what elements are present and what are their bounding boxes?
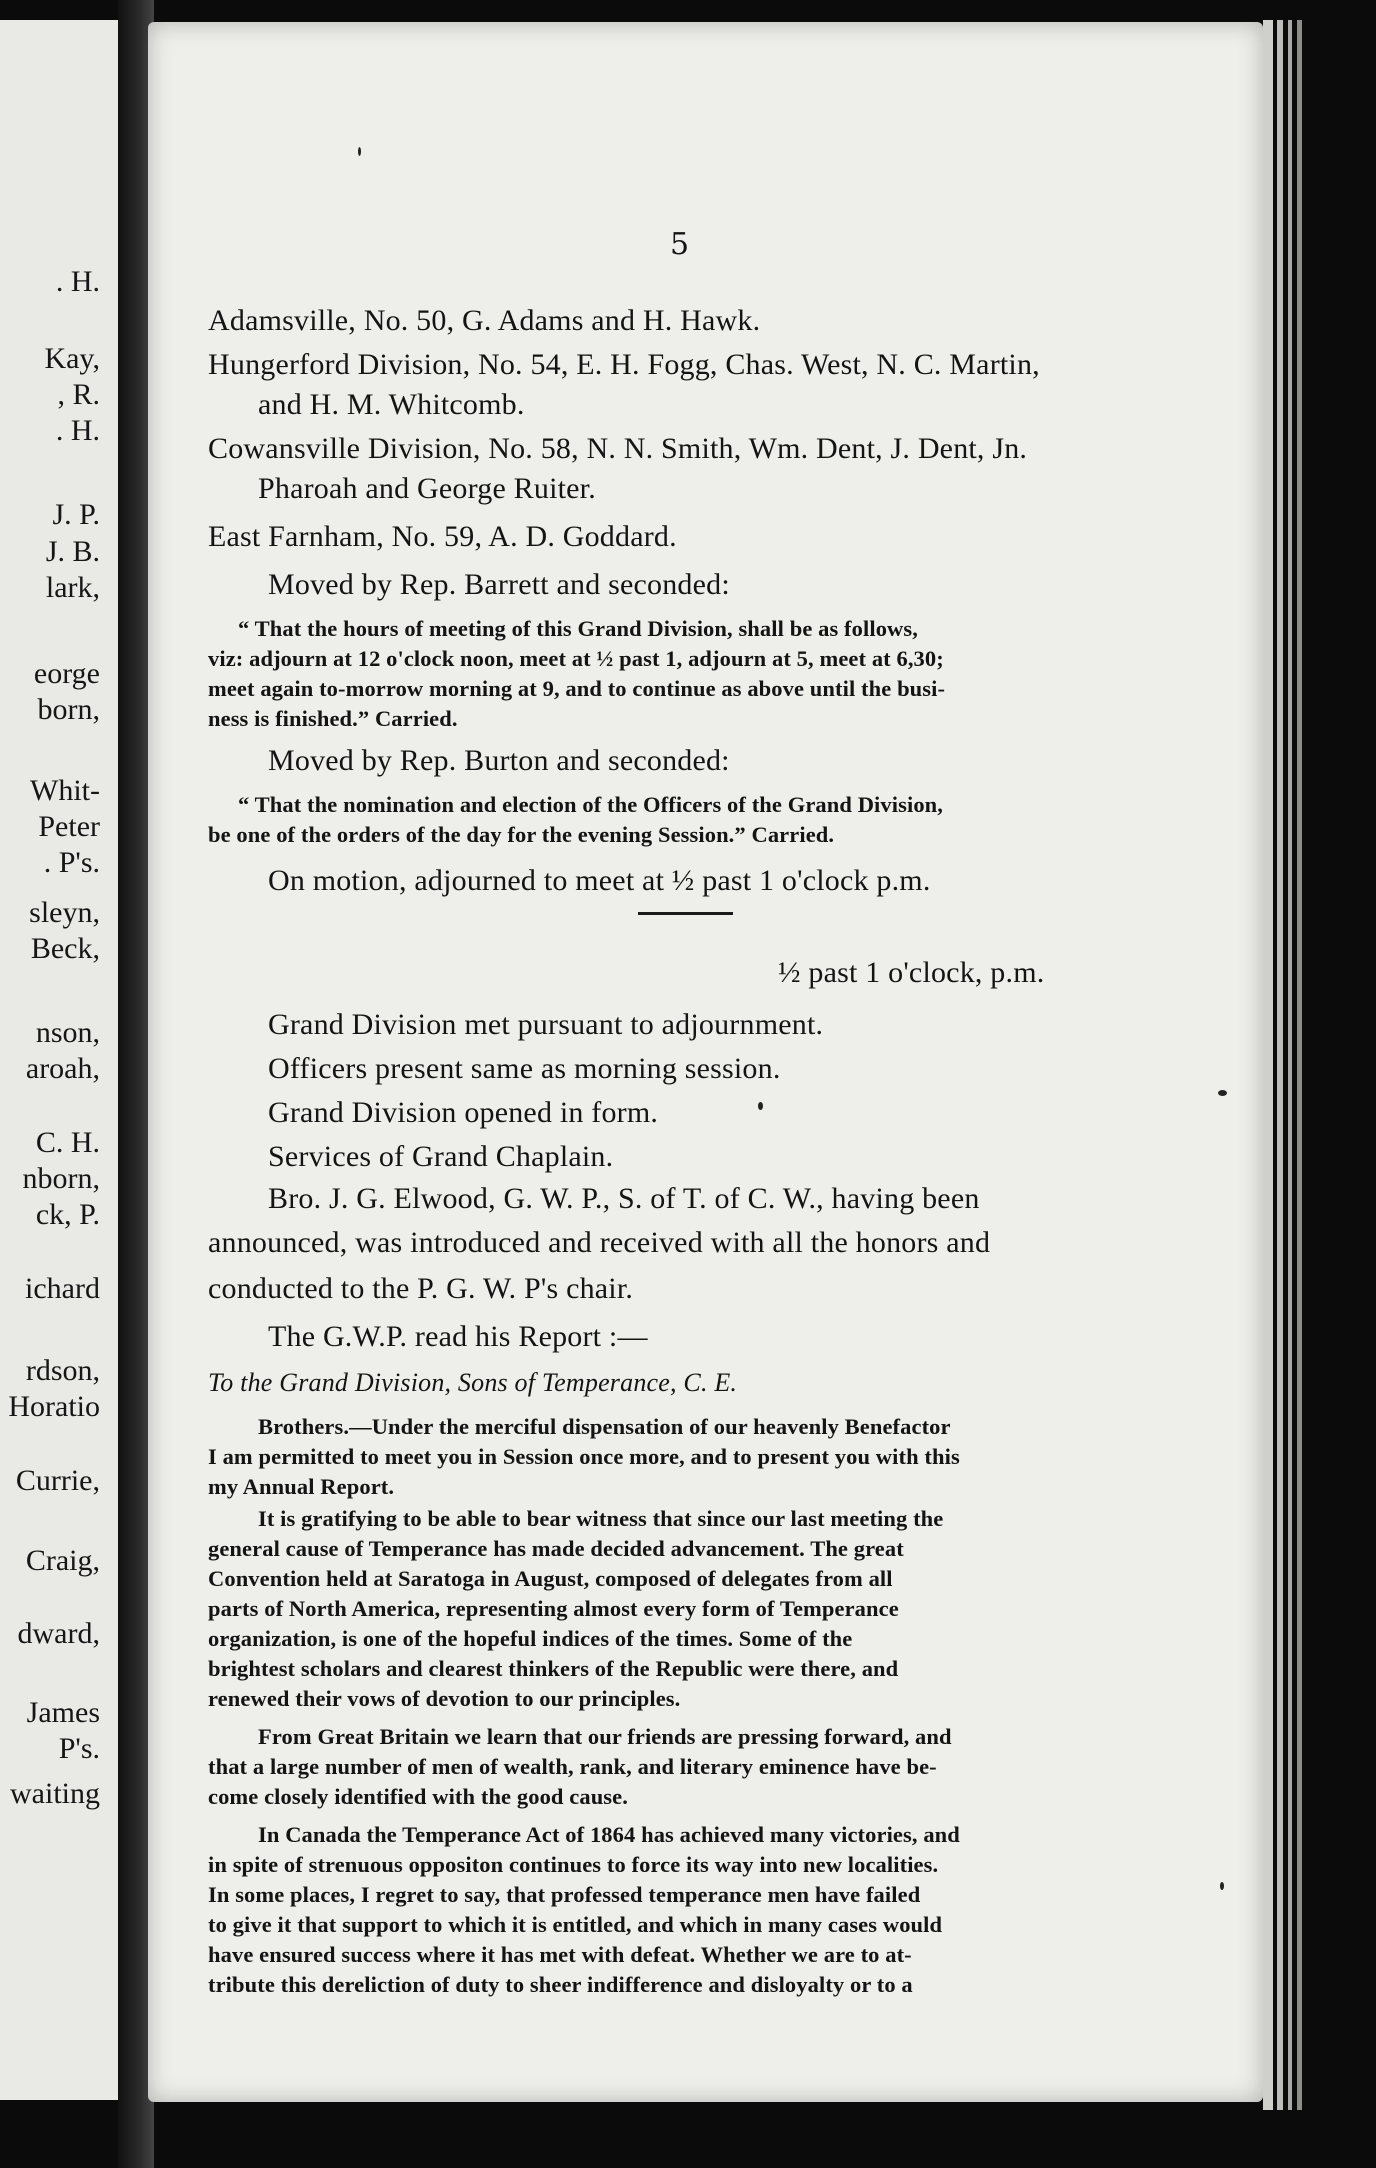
left-fragment: Kay, [44,342,100,375]
text-line: meet again to-morrow morning at 9, and to continue as above until the busi- [208,676,946,701]
text-line: Moved by Rep. Burton and seconded: [268,744,730,777]
text-line: have ensured success where it has met with defeat. Whether we are to at- [208,1942,912,1967]
left-fragment: rdson, [25,1354,100,1387]
text-line: In Canada the Temperance Act of 1864 has achieved many victories, and [258,1822,960,1847]
left-fragment: Peter [38,810,100,843]
left-fragment: ck, P. [35,1198,100,1231]
main-page [148,22,1263,2102]
text-line: Bro. J. G. Elwood, G. W. P., S. of T. of C. W., having been [268,1182,980,1215]
text-line: renewed their vows of devotion to our principles. [208,1686,681,1711]
left-fragment: dward, [17,1617,100,1650]
text-line: “ That the nomination and election of the Officers of the Grand Division, [238,792,944,817]
text-line: Grand Division met pursuant to adjournment. [268,1008,824,1041]
text-line: Pharoah and George Ruiter. [258,472,596,505]
left-fragment: sleyn, [29,896,100,929]
text-line: that a large number of men of wealth, rank, and literary eminence have be- [208,1754,937,1779]
text-line: my Annual Report. [208,1474,395,1499]
text-line: Officers present same as morning session. [268,1052,781,1085]
left-fragment: , R. [57,378,100,411]
page-edge [1297,20,1302,2110]
left-fragment: P's. [58,1732,100,1765]
left-fragment: Craig, [25,1544,100,1577]
text-line: come closely identified with the good cause. [208,1784,628,1809]
page-edge [1263,20,1273,2110]
left-fragment: lark, [45,571,100,604]
left-fragment: C. H. [35,1126,100,1159]
left-fragment: . P's. [43,846,100,879]
text-line: I am permitted to meet you in Session once more, and to present you with this [208,1444,960,1469]
text-line: Grand Division opened in form. [268,1096,659,1129]
text-line: To the Grand Division, Sons of Temperance, C. E. [208,1368,738,1397]
left-fragment: nborn, [22,1162,100,1195]
text-line: general cause of Temperance has made decided advancement. The great [208,1536,904,1561]
left-fragment: Beck, [30,932,100,965]
left-fragment: aroah, [25,1052,100,1085]
text-line: It is gratifying to be able to bear witness that since our last meeting the [258,1506,944,1531]
scan-speck [1220,1882,1224,1890]
left-fragment: born, [37,693,100,726]
text-line: The G.W.P. read his Report :— [268,1320,648,1353]
text-line: In some places, I regret to say, that professed temperance men have failed [208,1882,921,1907]
text-line: in spite of strenuous oppositon continues to force its way into new localities. [208,1852,939,1877]
text-line: From Great Britain we learn that our friends are pressing forward, and [258,1724,952,1749]
left-fragment: Currie, [15,1464,100,1497]
page-number: 5 [670,227,690,262]
page-edge [1288,20,1292,2110]
left-fragment: J. B. [45,535,100,568]
text-line: to give it that support to which it is entitled, and which in many cases would [208,1912,943,1937]
text-line: Brothers.—Under the merciful dispensation of our heavenly Benefactor [258,1414,951,1439]
left-fragment: James [26,1696,100,1729]
text-line: parts of North America, representing almost every form of Temperance [208,1596,899,1621]
scan-speck [358,147,361,156]
left-fragment: Horatio [8,1390,100,1423]
text-line: Cowansville Division, No. 58, N. N. Smith, Wm. Dent, J. Dent, Jn. [208,432,1028,465]
left-fragment: J. P. [52,498,100,531]
text-line: Moved by Rep. Barrett and seconded: [268,568,730,601]
text-line: Adamsville, No. 50, G. Adams and H. Hawk. [208,304,761,337]
left-fragment: eorge [33,657,100,690]
text-line: and H. M. Whitcomb. [258,388,525,421]
text-line: Services of Grand Chaplain. [268,1140,614,1173]
text-line: tribute this dereliction of duty to sheer indifference and disloyalty or to a [208,1972,913,1997]
text-line: announced, was introduced and received with all the honors and [208,1226,991,1259]
text-line: East Farnham, No. 59, A. D. Goddard. [208,520,677,553]
text-line: ness is finished.” Carried. [208,706,458,731]
text-line: viz: adjourn at 12 o'clock noon, meet at ½ past 1, adjourn at 5, meet at 6,30; [208,646,944,671]
text-line: Convention held at Saratoga in August, composed of delegates from all [208,1566,893,1591]
text-line: brightest scholars and clearest thinkers of the Republic were there, and [208,1656,899,1681]
page-edge [1277,20,1283,2110]
left-fragment: nson, [35,1016,100,1049]
text-line: ½ past 1 o'clock, p.m. [778,956,1045,989]
left-fragment: ichard [25,1272,100,1305]
text-line: be one of the orders of the day for the evening Session.” Carried. [208,822,835,847]
text-line: Hungerford Division, No. 54, E. H. Fogg, Chas. West, N. C. Martin, [208,348,1040,381]
text-line: On motion, adjourned to meet at ½ past 1 o'clock p.m. [268,864,931,897]
scan-speck [1218,1090,1227,1096]
scan-speck [758,1102,763,1110]
text-line: “ That the hours of meeting of this Grand Division, shall be as follows, [238,616,918,641]
left-fragment: . H. [55,265,100,298]
left-fragment: . H. [55,414,100,447]
left-fragment: waiting [10,1777,100,1810]
section-divider [638,912,733,915]
left-page-fragment [0,20,121,2100]
text-line: organization, is one of the hopeful indices of the times. Some of the [208,1626,853,1651]
left-fragment: Whit- [30,774,100,807]
text-line: conducted to the P. G. W. P's chair. [208,1272,634,1305]
